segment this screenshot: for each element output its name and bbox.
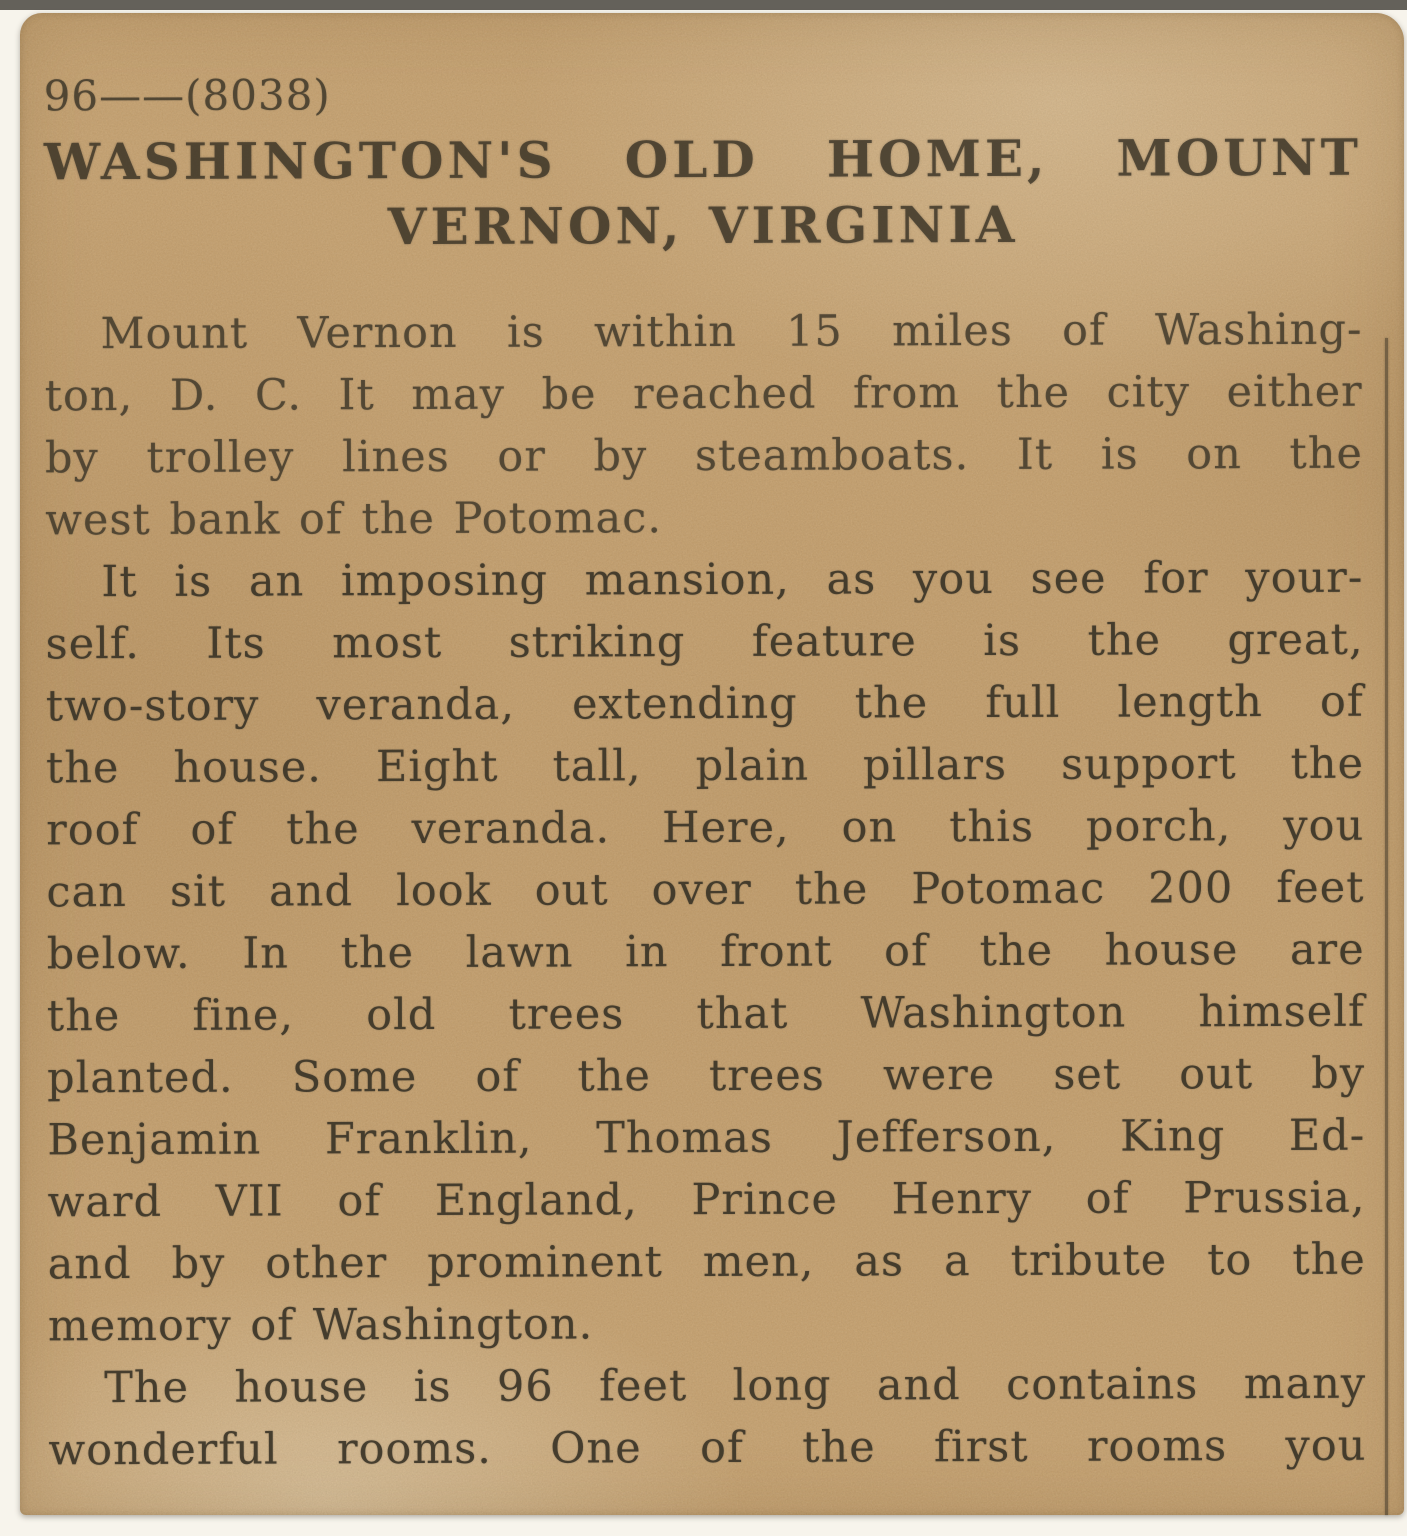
text-line: ward VII of England, Prince Henry of Prussia, (47, 1172, 1366, 1228)
title-line-2: VERNON, VIRGINIA (387, 194, 1019, 257)
text-line: planted. Some of the trees were set out by (47, 1048, 1366, 1104)
text-line: west bank of the Potomac. (45, 493, 663, 546)
paragraph-2 (45, 547, 1366, 1358)
title-line-1: WASHINGTON'S OLD HOME, MOUNT (43, 127, 1362, 192)
text-line: and by other prominent men, as a tribute to the (47, 1234, 1366, 1290)
text-line: memory of Washington. (47, 1299, 594, 1352)
text-line: wonderful rooms. One of the first rooms you (48, 1420, 1367, 1476)
text-line: It is an imposing mansion, as you see for your- (101, 552, 1364, 608)
text-line: The house is 96 feet long and contains many (104, 1358, 1367, 1414)
paragraph-3 (48, 1353, 1366, 1482)
card-title (44, 125, 1362, 262)
stereograph-card-back (20, 13, 1404, 1515)
text-line: can sit and look out over the Potomac 200 feet (46, 862, 1365, 918)
text-line: below. In the lawn in front of the house are (46, 924, 1365, 980)
text-line: by trolley lines or by steamboats. It is on the (44, 428, 1364, 484)
text-line: Benjamin Franklin, Thomas Jefferson, King Ed- (47, 1110, 1366, 1166)
text-line: two-story veranda, extending the full length of (45, 676, 1364, 732)
card-text (17, 11, 1406, 1518)
paragraph-1 (44, 299, 1363, 552)
text-line: Mount Vernon is within 15 miles of Washing- (100, 304, 1363, 360)
text-line: self. Its most striking feature is the great, (45, 614, 1364, 670)
scan-top-edge (0, 0, 1407, 10)
text-line: the fine, old trees that Washington himself (46, 986, 1365, 1042)
text-line: the house. Eight tall, plain pillars support the (45, 738, 1365, 794)
text-line: roof of the veranda. Here, on this porch, you (46, 800, 1365, 856)
catalog-number: 96——(8038) (43, 70, 331, 121)
text-line: ton, D. C. It may be reached from the city either (44, 366, 1363, 422)
